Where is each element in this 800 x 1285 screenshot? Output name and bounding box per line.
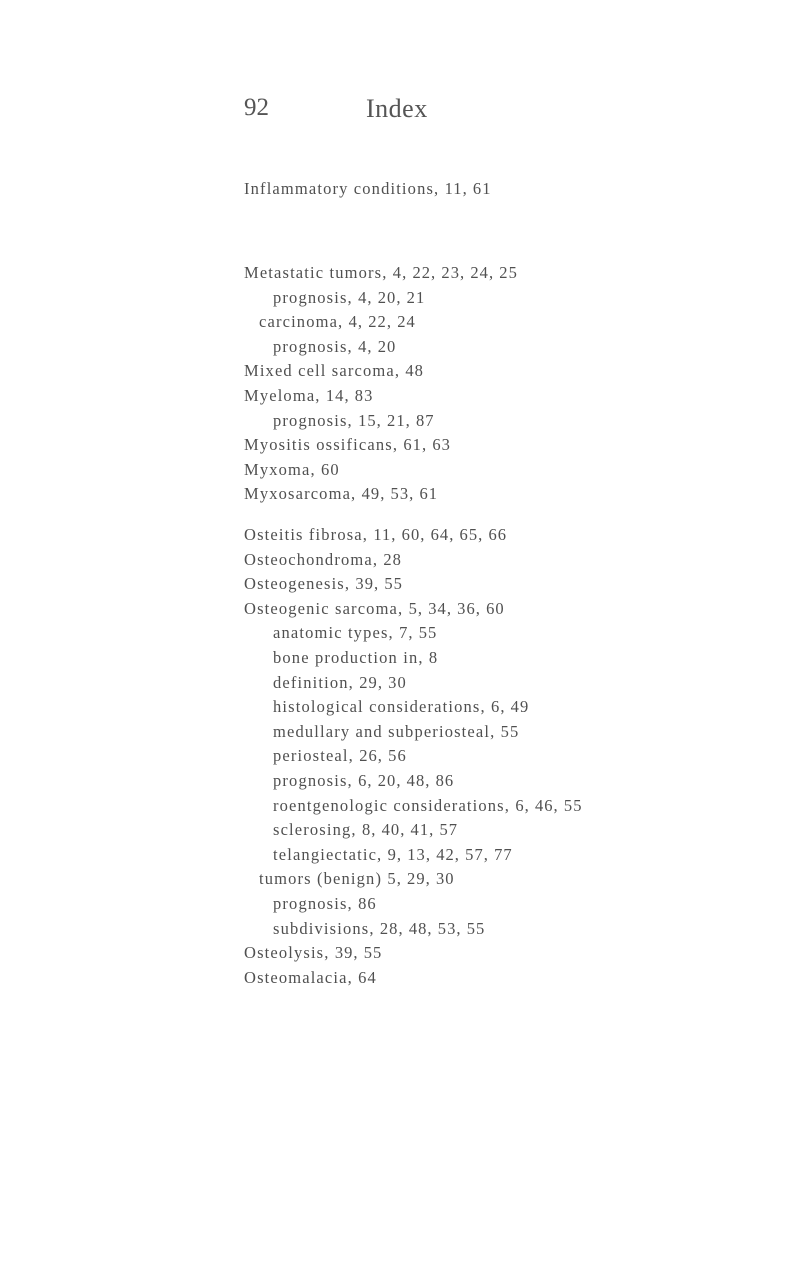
entry-page-references: 7, 55 xyxy=(399,623,438,643)
entry-term: subdivisions, xyxy=(273,918,380,938)
entry-term: Inflammatory conditions, xyxy=(244,179,445,198)
index-subentry xyxy=(259,310,800,335)
entry-term: periosteal, xyxy=(273,746,360,766)
index-section-m xyxy=(0,261,800,507)
entry-page-references: 6, 20, 48, 86 xyxy=(358,770,455,790)
index-subentry xyxy=(273,744,800,769)
index-subentry xyxy=(273,409,800,434)
entry-term: Myxoma, xyxy=(244,459,322,479)
index-entry xyxy=(244,359,800,384)
entry-page-references: 28 xyxy=(383,549,402,569)
index-entry xyxy=(244,523,800,548)
entry-page-references: 14, 83 xyxy=(325,385,374,405)
entry-page-references: 6, 46, 55 xyxy=(515,795,583,815)
entry-page-references: 15, 21, 87 xyxy=(358,410,435,430)
index-entry xyxy=(244,384,800,409)
index-subentry xyxy=(259,867,800,892)
page-number: 92 xyxy=(244,94,269,121)
index-entry xyxy=(244,458,800,483)
index-entry xyxy=(244,572,800,597)
index-subentry xyxy=(273,621,800,646)
entry-page-references: 9, 13, 42, 57, 77 xyxy=(387,844,513,864)
entry-page-references: 8 xyxy=(428,647,439,667)
entry-page-references: 4, 22, 24 xyxy=(348,312,416,332)
entry-term: Osteogenesis, xyxy=(244,574,356,594)
entry-term: prognosis, xyxy=(273,287,359,307)
entry-term: Osteochondroma, xyxy=(244,549,384,569)
entry-term: Osteomalacia, xyxy=(244,967,359,987)
entry-term: tumors (benign) xyxy=(259,869,388,889)
entry-term: prognosis, xyxy=(273,893,359,913)
entry-page-references: 26, 56 xyxy=(359,746,407,766)
index-subentry xyxy=(273,818,800,843)
index-subentry xyxy=(273,843,800,868)
entry-page-references: 4, 20 xyxy=(358,336,397,356)
index-subentry xyxy=(273,671,800,696)
index-entry xyxy=(244,966,800,991)
index-entry xyxy=(244,261,800,286)
entry-term: Osteogenic sarcoma, xyxy=(244,598,409,618)
index-subentry xyxy=(273,720,800,745)
entry-term: Myeloma, xyxy=(244,385,326,405)
entry-page-references: 49, 53, 61 xyxy=(361,484,439,504)
entry-term: roentgenologic considerations, xyxy=(273,795,516,815)
entry-page-references: 55 xyxy=(500,721,520,741)
entry-page-references: 61, 63 xyxy=(403,435,451,455)
entry-page-references: 4, 20, 21 xyxy=(358,287,426,307)
entry-term: medullary and subperiosteal, xyxy=(273,721,501,741)
index-subentry xyxy=(273,769,800,794)
entry-term: carcinoma, xyxy=(259,312,349,332)
entry-page-references: 6, 49 xyxy=(491,697,530,717)
page-header xyxy=(0,94,800,134)
index-entry xyxy=(244,941,800,966)
entry-term: prognosis, xyxy=(273,770,359,790)
entry-term: anatomic types, xyxy=(273,623,400,643)
index-subentry xyxy=(273,917,800,942)
entry-term: histological considerations, xyxy=(273,697,492,717)
index-subentry xyxy=(273,695,800,720)
index-subentry xyxy=(273,646,800,671)
entry-term: Myxosarcoma, xyxy=(244,484,362,504)
index-entry xyxy=(244,482,800,507)
entry-term: telangiectatic, xyxy=(273,844,388,864)
entry-term: Metastatic tumors, xyxy=(244,263,393,282)
entry-page-references: 29, 30 xyxy=(359,672,407,692)
entry-page-references: 5, 34, 36, 60 xyxy=(408,598,505,618)
entry-term: sclerosing, xyxy=(273,820,362,840)
entry-page-references: 39, 55 xyxy=(334,943,383,963)
entry-term: definition, xyxy=(273,672,360,692)
entry-page-references: 39, 55 xyxy=(355,574,403,594)
entry-term: prognosis, xyxy=(273,410,359,430)
index-section-o xyxy=(0,523,800,990)
entry-term: Mixed cell sarcoma, xyxy=(244,361,406,381)
entry-page-references: 64 xyxy=(358,967,377,987)
index-subentry xyxy=(273,794,800,819)
running-head: Index xyxy=(366,94,428,123)
entry-page-references: 28, 48, 53, 55 xyxy=(379,918,486,938)
index-entry xyxy=(244,548,800,573)
index-subentry xyxy=(273,286,800,311)
index-subentry xyxy=(273,892,800,917)
index-section-i xyxy=(0,177,800,202)
entry-term: Osteitis fibrosa, xyxy=(244,525,374,544)
entry-page-references: 60 xyxy=(321,459,340,479)
entry-page-references: 4, 22, 23, 24, 25 xyxy=(392,263,518,282)
entry-term: Osteolysis, xyxy=(244,943,335,963)
index-entry xyxy=(244,597,800,622)
entry-page-references: 5, 29, 30 xyxy=(387,869,455,889)
entry-term: prognosis, xyxy=(273,336,359,356)
index-entry xyxy=(244,177,800,202)
entry-page-references: 11, 61 xyxy=(444,179,492,198)
index-entry xyxy=(244,433,800,458)
entry-page-references: 86 xyxy=(358,893,377,913)
entry-term: bone production in, xyxy=(273,647,429,667)
entry-page-references: 11, 60, 64, 65, 66 xyxy=(373,525,508,544)
entry-term: Myositis ossificans, xyxy=(244,435,404,455)
entry-page-references: 8, 40, 41, 57 xyxy=(361,820,459,840)
index-subentry xyxy=(273,335,800,360)
entry-page-references: 48 xyxy=(405,361,424,381)
